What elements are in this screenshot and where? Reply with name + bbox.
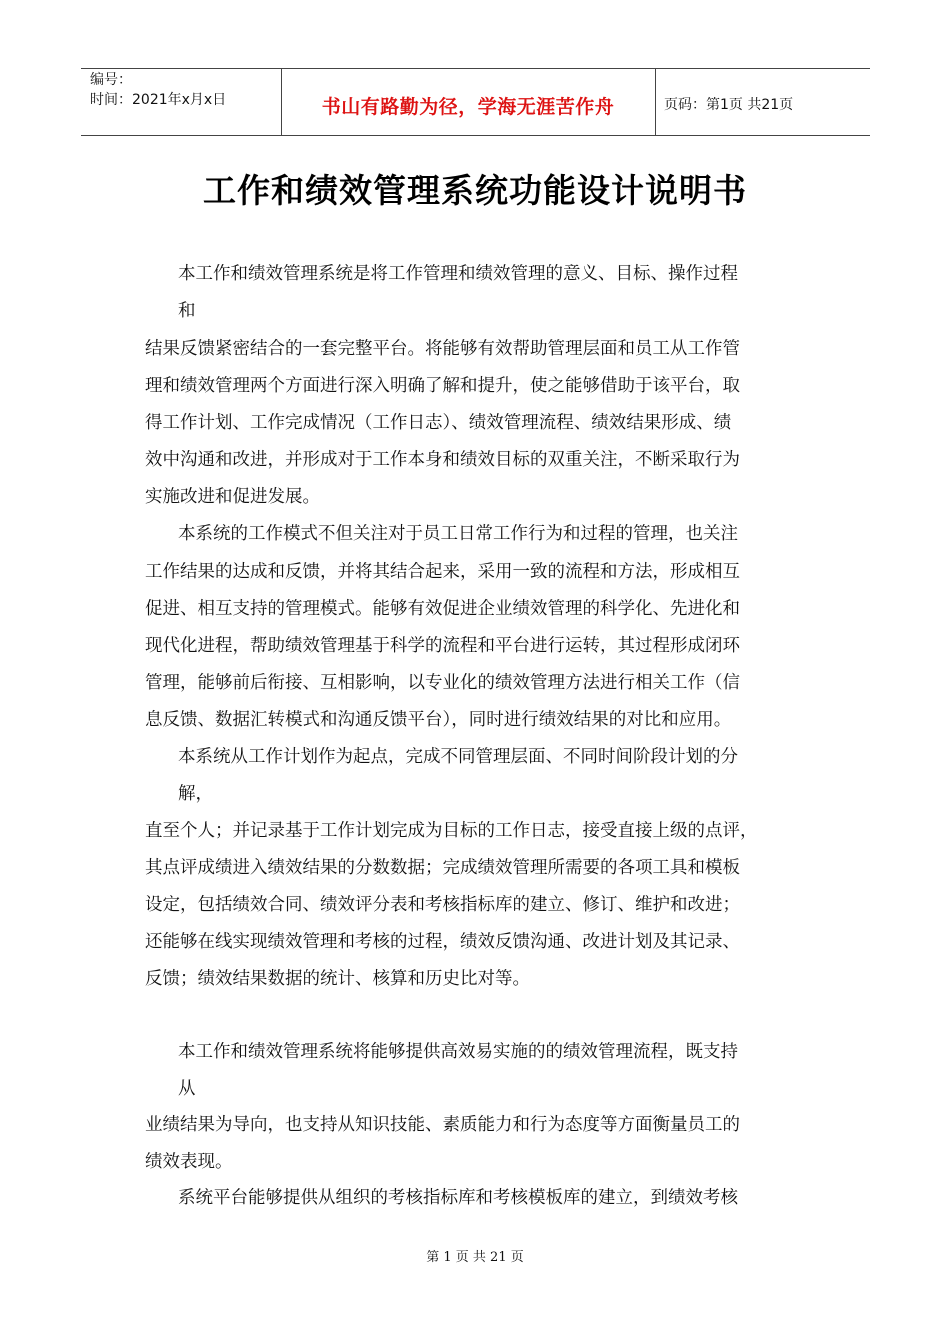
body-line: 本工作和绩效管理系统是将工作管理和绩效管理的意义、目标、操作过程 <box>178 264 738 284</box>
header-bottom-rule <box>81 135 870 136</box>
body-line: 实施改进和促进发展。 <box>145 487 320 507</box>
body-line: 得工作计划、工作完成情况（工作日志）、绩效管理流程、绩效结果形成、绩 <box>145 413 732 433</box>
header-motto: 书山有路勤为径，学海无涯苦作舟 <box>321 96 615 118</box>
body-line: 理和绩效管理两个方面进行深入明确了解和提升，使之能够借助于该平台，取 <box>145 376 740 396</box>
header-meta <box>90 70 226 110</box>
header-top-rule <box>81 68 870 69</box>
body-line: 本工作和绩效管理系统将能够提供高效易实施的的绩效管理流程，既支持 <box>178 1042 738 1062</box>
body-line: 绩效表现。 <box>145 1152 233 1172</box>
body-line: 本系统的工作模式不但关注对于员工日常工作行为和过程的管理，也关注 <box>178 524 738 544</box>
body-line: 现代化进程，帮助绩效管理基于科学的流程和平台进行运转，其过程形成闭环 <box>145 636 740 656</box>
header-divider-right <box>655 68 656 136</box>
body-line: 反馈；绩效结果数据的统计、核算和历史比对等。 <box>145 969 530 989</box>
header-page-info: 页码：第1页 共21页 <box>664 97 794 113</box>
body-line: 解， <box>178 784 213 804</box>
body-line: 直至个人；并记录基于工作计划完成为目标的工作日志，接受直接上级的点评， <box>145 821 758 841</box>
body-line: 促进、相互支持的管理模式。能够有效促进企业绩效管理的科学化、先进化和 <box>145 599 740 619</box>
body-line: 从 <box>178 1079 196 1099</box>
body-line: 设定，包括绩效合同、绩效评分表和考核指标库的建立、修订、维护和改进； <box>145 895 740 915</box>
body-line: 还能够在线实现绩效管理和考核的过程，绩效反馈沟通、改进计划及其记录、 <box>145 932 740 952</box>
body-line: 业绩结果为导向，也支持从知识技能、素质能力和行为态度等方面衡量员工的 <box>145 1115 740 1135</box>
document-date: 时间：2021年x月x日 <box>90 92 227 108</box>
body-line: 和 <box>178 301 196 321</box>
document-number-label: 编号： <box>90 72 132 88</box>
document-title: 工作和绩效管理系统功能设计说明书 <box>203 171 747 210</box>
body-line: 管理，能够前后衔接、互相影响，以专业化的绩效管理方法进行相关工作（信 <box>145 673 740 693</box>
body-line: 系统平台能够提供从组织的考核指标库和考核模板库的建立，到绩效考核 <box>178 1188 738 1208</box>
body-line: 效中沟通和改进，并形成对于工作本身和绩效目标的双重关注，不断采取行为 <box>145 450 740 470</box>
body-line: 本系统从工作计划作为起点，完成不同管理层面、不同时间阶段计划的分 <box>178 747 738 767</box>
page-footer: 第 1 页 共 21 页 <box>426 1250 524 1265</box>
body-line: 其点评成绩进入绩效结果的分数数据；完成绩效管理所需要的各项工具和模板 <box>145 858 740 878</box>
body-line: 结果反馈紧密结合的一套完整平台。将能够有效帮助管理层面和员工从工作管 <box>145 339 740 359</box>
body-line: 工作结果的达成和反馈，并将其结合起来，采用一致的流程和方法，形成相互 <box>145 562 740 582</box>
body-line: 息反馈、数据汇转模式和沟通反馈平台），同时进行绩效结果的对比和应用。 <box>145 710 732 730</box>
